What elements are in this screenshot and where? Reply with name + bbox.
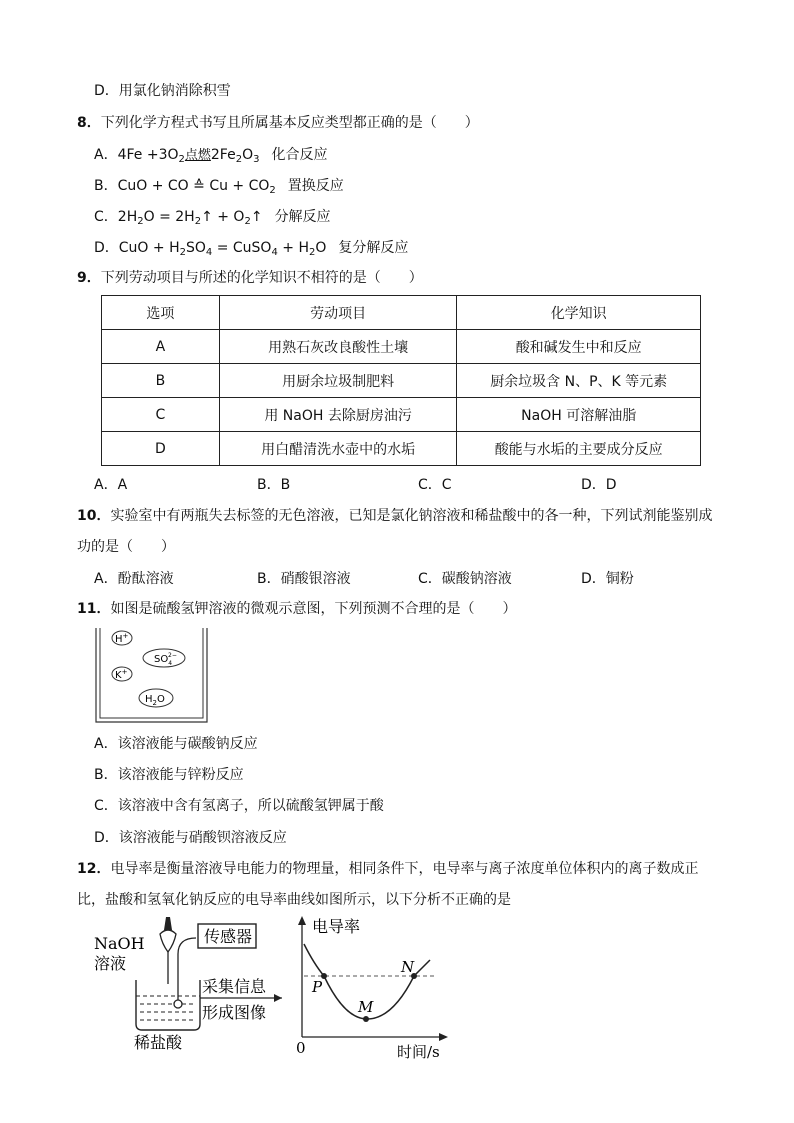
conductivity-experiment-figure: [92, 912, 452, 1062]
q7-option-d: D．用氯化钠消除积雪: [94, 83, 231, 99]
table-row: [102, 432, 701, 466]
point-n-label: N: [401, 958, 415, 976]
point-p-label: P: [312, 978, 323, 996]
equation-subscript: 2: [179, 247, 186, 258]
equation-subscript: 2: [178, 154, 185, 165]
equation-part: = CuSO: [212, 240, 272, 256]
q12-stem-line2: 比，盐酸和氢氧化钠反应的电导率曲线如图所示，以下分析不正确的是: [77, 892, 511, 908]
question-number: 8．: [77, 115, 101, 131]
q11-option-b: B．该溶液能与锌粉反应: [94, 767, 244, 783]
sensor-probe-icon: [174, 938, 196, 1008]
question-number: 9．: [77, 270, 101, 286]
svg-text:H+: H+: [115, 632, 129, 645]
table-cell: 厨余垃圾含 N、P、K 等元素: [457, 364, 701, 398]
table-cell: D: [102, 432, 220, 466]
q9-option-c: C．C: [418, 477, 452, 493]
hydrogen-ion: [112, 631, 132, 645]
dropper-icon: [160, 917, 176, 984]
point-m-label: M: [358, 998, 374, 1016]
x-axis-label: 时间/s: [397, 1043, 440, 1061]
q9-option-a: A．A: [94, 477, 128, 493]
q8-option-b: [94, 176, 344, 201]
question-stem: 下列化学方程式书写且所属基本反应类型都正确的是（ ）: [100, 115, 479, 131]
q8-stem: [77, 113, 479, 133]
equation-subscript: 2: [235, 154, 243, 165]
sensor-label: 传感器: [204, 927, 253, 946]
water-molecule: [139, 689, 173, 707]
equation-part: ↑ + O: [201, 209, 245, 225]
table-row: [102, 364, 701, 398]
equation-part: CuO + CO ≙ Cu + CO: [117, 178, 270, 194]
q9-option-b: B．B: [257, 477, 291, 493]
equation-subscript: 2: [137, 216, 144, 227]
q10-option-a: A．酚酞溶液: [94, 571, 174, 587]
equation-part: O: [242, 147, 254, 163]
equation-part: 2Fe: [210, 147, 236, 163]
table-header: 选项: [102, 296, 220, 330]
reaction-condition: 点燃: [184, 148, 211, 163]
equation-part: SO: [185, 240, 206, 256]
solution-label: 溶液: [94, 954, 127, 973]
point-m: [363, 1016, 369, 1022]
q10-option-d: D．铜粉: [581, 571, 634, 587]
table-row: [102, 330, 701, 364]
table-cell: A: [102, 330, 220, 364]
naoh-label: NaOH: [94, 934, 145, 953]
equation-part: 4Fe +3O: [117, 147, 179, 163]
y-axis-label: 电导率: [312, 917, 361, 936]
arrow-right-icon: [274, 994, 282, 1002]
q8-option-d: [94, 238, 408, 263]
reaction-type: 分解反应: [274, 209, 331, 225]
svg-text:K+: K+: [115, 668, 128, 681]
equation-part: O: [315, 240, 327, 256]
equation-subscript: 2: [244, 216, 251, 227]
reaction-type: 复分解反应: [338, 240, 409, 256]
q12-stem-line1: [77, 859, 698, 879]
table-header-row: [102, 296, 701, 330]
equation-subscript: 2: [269, 185, 276, 196]
equation-part: O = 2H: [143, 209, 195, 225]
table-cell: NaOH 可溶解油脂: [457, 398, 701, 432]
equation-part: ↑: [250, 209, 263, 225]
q10-option-b: B．硝酸银溶液: [257, 571, 351, 587]
table-cell: 用熟石灰改良酸性土壤: [219, 330, 457, 364]
svg-text:H2O: $H_2O$: [145, 694, 165, 707]
equation-subscript: 4: [205, 247, 213, 258]
svg-text:SO42−: $SO_42-$: [154, 652, 177, 667]
question-number: 10．: [77, 508, 111, 524]
x-axis-arrow-icon: [439, 1033, 448, 1041]
question-stem: 如图是硫酸氢钾溶液的微观示意图，下列预测不合理的是（ ）: [110, 601, 517, 617]
q11-option-a: A．该溶液能与碳酸钠反应: [94, 736, 258, 752]
question-stem: 实验室中有两瓶失去标签的无色溶液，已知是氯化钠溶液和稀盐酸中的各一种，下列试剂能鉴别成: [110, 508, 713, 524]
q10-stem-line1: [77, 506, 712, 526]
table-cell: 用厨余垃圾制肥料: [219, 364, 457, 398]
table-cell: 用 NaOH 去除厨房油污: [219, 398, 457, 432]
option-label: A．: [94, 147, 118, 163]
table-cell: 酸和碱发生中和反应: [457, 330, 701, 364]
collect-label: 采集信息: [202, 977, 267, 996]
q10-option-c: C．碳酸钠溶液: [418, 571, 512, 587]
question-stem: 电导率是衡量溶液导电能力的物理量，相同条件下，电导率与离子浓度单位体积内的离子数成正: [110, 861, 699, 877]
table-cell: 酸能与水垢的主要成分反应: [457, 432, 701, 466]
table-cell: 用白醋清洗水壶中的水垢: [219, 432, 457, 466]
question-number: 12．: [77, 861, 111, 877]
table-row: [102, 398, 701, 432]
equation-part: 2H: [117, 209, 138, 225]
sulfate-ion: [143, 649, 185, 667]
q11-option-c: C．该溶液中含有氢离子，所以硫酸氢钾属于酸: [94, 798, 384, 814]
q10-stem-line2: 功的是（ ）: [77, 539, 175, 555]
option-label: B．: [94, 178, 118, 194]
question-number: 11．: [77, 601, 111, 617]
q9-stem: [77, 268, 423, 288]
q11-option-d: D．该溶液能与硝酸钡溶液反应: [94, 830, 287, 846]
equation-subscript: 4: [271, 247, 278, 258]
reaction-type: 置换反应: [287, 178, 344, 194]
q9-table: [101, 295, 701, 466]
table-header: 劳动项目: [219, 296, 457, 330]
origin-label: 0: [296, 1039, 306, 1057]
table-cell: B: [102, 364, 220, 398]
reaction-type: 化合反应: [271, 147, 328, 163]
q8-option-a: [94, 145, 327, 170]
form-label: 形成图像: [202, 1003, 267, 1022]
beaker-icon: [136, 980, 200, 1030]
equation-subscript: 2: [309, 247, 316, 258]
hcl-label: 稀盐酸: [134, 1033, 183, 1052]
equation-part: CuO + H: [118, 240, 180, 256]
equation-part: + H: [277, 240, 309, 256]
potassium-ion: [112, 667, 132, 681]
q8-option-c: [94, 207, 331, 232]
option-label: D．: [94, 240, 119, 256]
solution-beaker-figure: [94, 626, 209, 724]
q11-stem: [77, 599, 516, 619]
question-stem: 下列劳动项目与所述的化学知识不相符的是（ ）: [100, 270, 423, 286]
option-label: C．: [94, 209, 118, 225]
equation-subscript: 2: [194, 216, 202, 227]
y-axis-arrow-icon: [298, 916, 306, 925]
equation-subscript: 3: [253, 154, 260, 165]
table-header: 化学知识: [457, 296, 701, 330]
table-cell: C: [102, 398, 220, 432]
q9-option-d: D．D: [581, 477, 617, 493]
